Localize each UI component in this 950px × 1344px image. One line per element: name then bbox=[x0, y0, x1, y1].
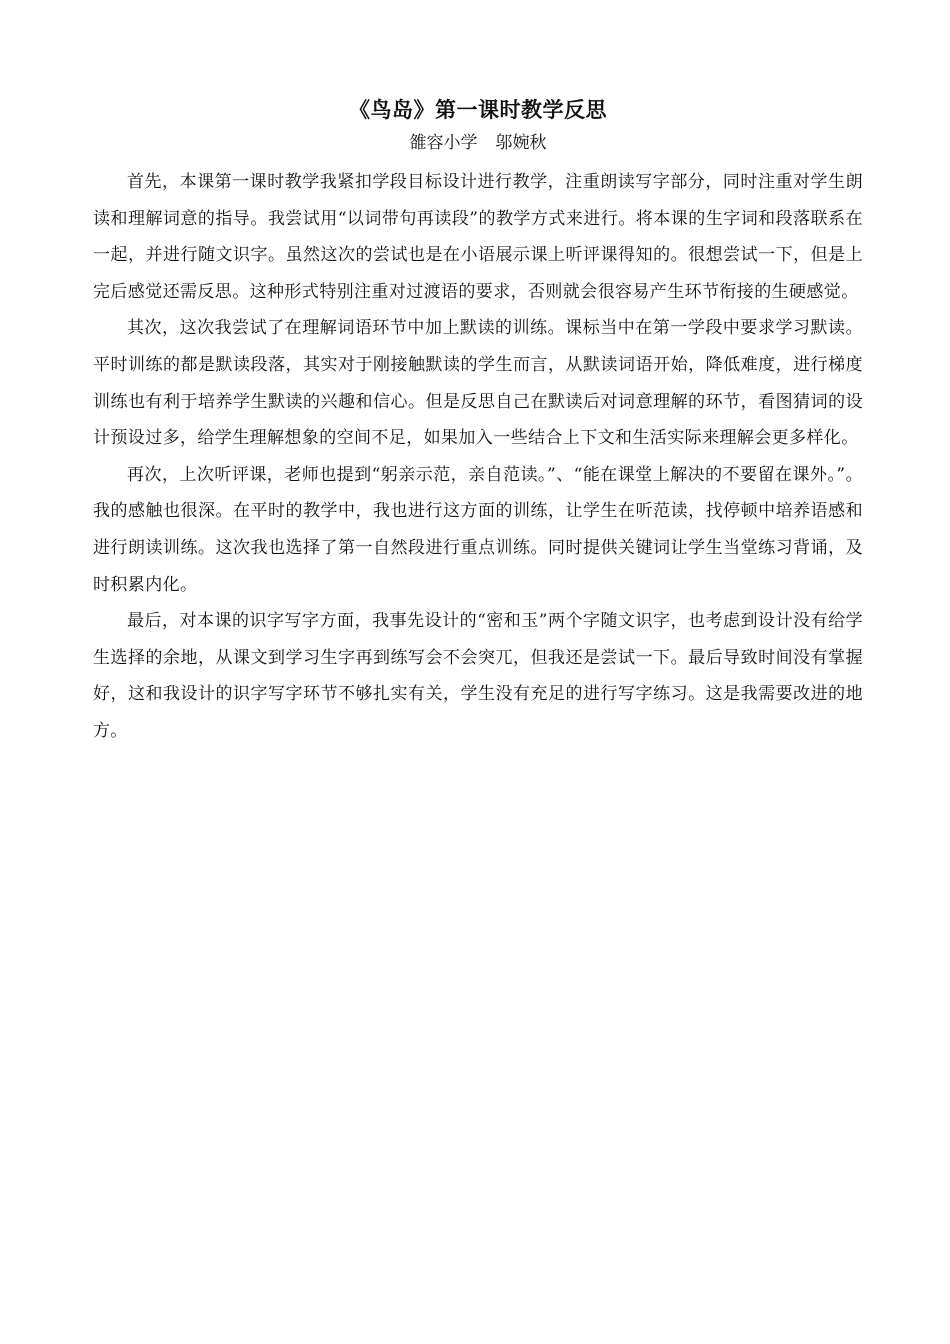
paragraph-1: 首先，本课第一课时教学我紧扣学段目标设计进行教学，注重朗读写字部分，同时注重对学生朗读和理解词意的指导。我尝试用“以词带句再读段”的教学方式来进行。将本课的生字词和段落联系在一起，并进行随文识字。虽然这次的尝试也是在小语展示课上听评课得知的。很想尝试一下，但是上完后感觉还需反思。这种形式特别注重对过渡语的要求，否则就会很容易产生环节衔接的生硬感觉。 bbox=[93, 172, 863, 302]
paragraph-2: 其次，这次我尝试了在理解词语环节中加上默读的训练。课标当中在第一学段中要求学习默读。平时训练的都是默读段落，其实对于刚接触默读的学生而言，从默读词语开始，降低难度，进行梯度训练也有利于培养学生默读的兴趣和信心。但是反思自己在默读后对词意理解的环节，看图猜词的设计预设过多，给学生理解想象的空间不足，如果加入一些结合上下文和生活实际来理解会更多样化。 bbox=[93, 318, 863, 449]
document-page bbox=[93, 92, 863, 750]
author-line bbox=[93, 128, 863, 158]
paragraph-4: 最后，对本课的识字写字方面，我事先设计的“密和玉”两个字随文识字，也考虑到设计没有给学生选择的余地，从课文到学习生字再到练写会不会突兀，但我还是尝试一下。最后导致时间没有掌握好，这和我设计的识字写字环节不够扎实有关，学生没有充足的进行写字练习。这是我需要改进的地方。 bbox=[93, 611, 863, 741]
paragraph-3: 再次，上次听评课，老师也提到“躬亲示范，亲自范读。”、“能在课堂上解决的不要留在课外。”。我的感触也很深。在平时的教学中，我也进行这方面的训练，让学生在听范读，找停顿中培养语感和进行朗读训练。这次我也选择了第一自然段进行重点训练。同时提供关键词让学生当堂练习背诵，及时积累内化。 bbox=[93, 464, 863, 595]
author-name: 邬婉秋 bbox=[495, 133, 547, 153]
document-title: 《鸟岛》第一课时教学反思 bbox=[349, 97, 607, 122]
school-name: 雒容小学 bbox=[409, 133, 478, 153]
